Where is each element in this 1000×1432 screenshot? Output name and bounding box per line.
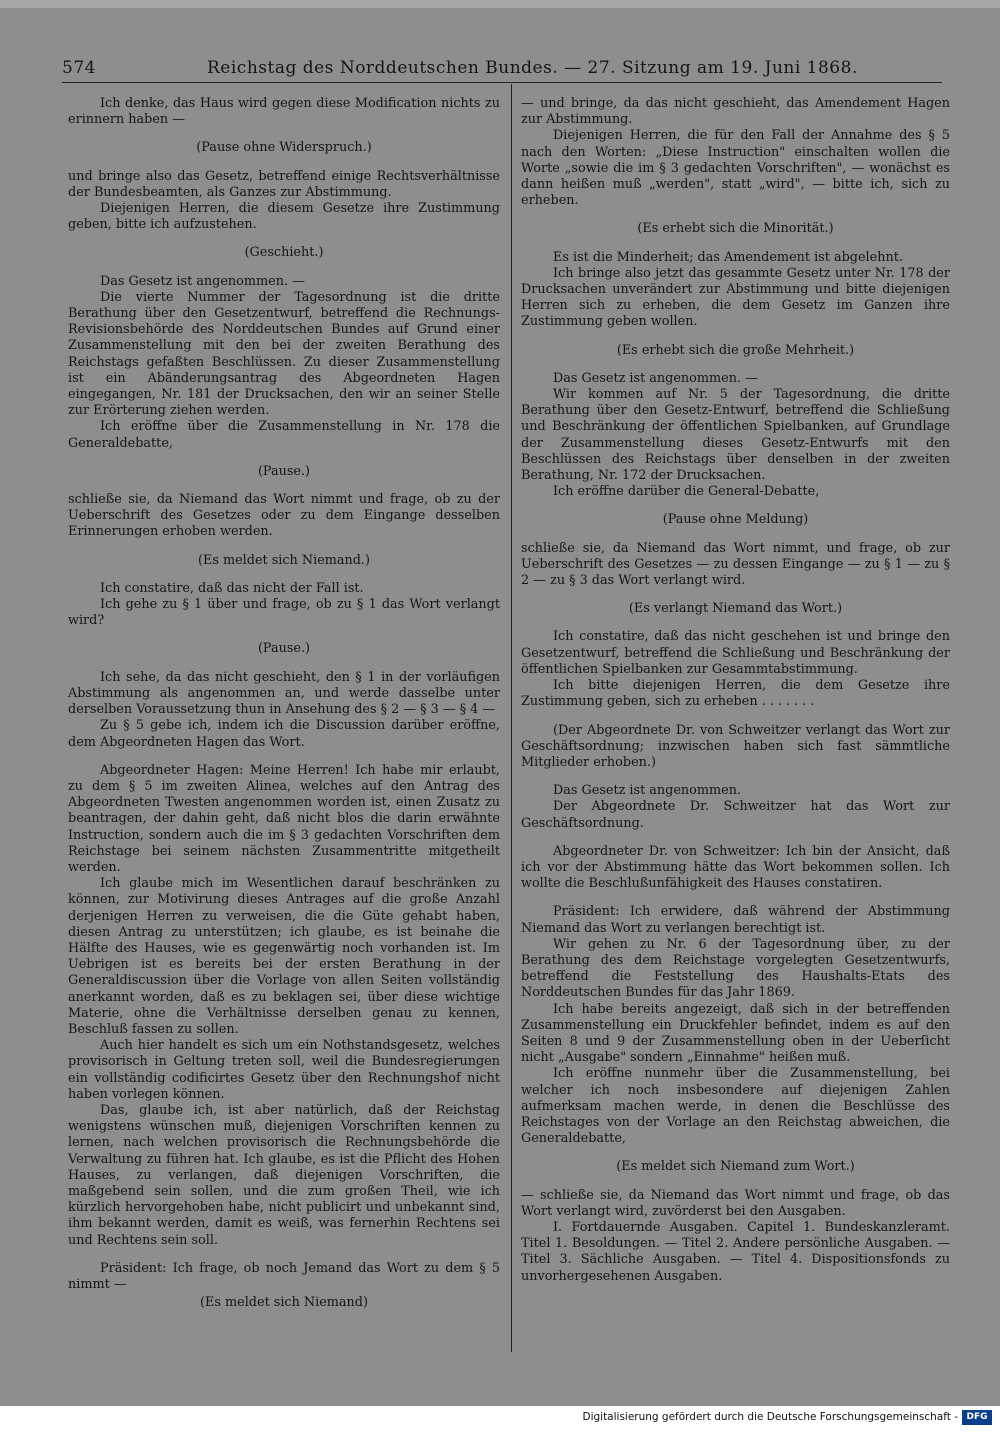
page-top-edge [0,0,1000,8]
paragraph: Ich habe bereits angezeigt, daß sich in der betreffenden Zusammenstellung ein Druckfehler befindet, indem es auf den Seiten 8 und 9 der Zusammenstellung oben in der Ueberſicht nicht „Ausgabe" sondern „Einnahme" heißen muß. [521,1001,950,1066]
paragraph: Ich eröffne darüber die General-Debatte, [553,484,820,500]
paragraph: Es ist die Minderheit; das Amendement ist abgelehnt. [553,249,903,265]
stage-direction: (Es verlangt Niemand das Wort.) [628,601,843,617]
stage-direction: (Es meldet sich Niemand) [200,1295,368,1311]
paragraph: Auch hier handelt es sich um ein Nothstandsgesetz, welches provisorisch in Geltung treten soll, weil die Bundesregierungen ein vollständig codificirtes Gesetz über den Rechnungshof nicht haben vorlegen können. [68,1038,500,1102]
paragraph: Ich glaube mich im Wesentlichen darauf beschränken zu können, zur Motivirung dieses Antrages auf die große Anzahl derjenigen Herren zu verweisen, die die Güte gehabt haben, diesen Antrag zu unterstützen; ich glaube, es ist beinahe die Hälfte des Hauses, wie es gegenwärtig noch vorhanden ist. Im Uebrigen ist es bereits bei der ersten Berathung in der Generaldiscussion über die Vorlage von allen Seiten vollständig anerkannt worden, daß es zu beklagen sei, über diese wichtige Materie, ohne die Verhältnisse derselben genau zu kennen, Beschluß fassen zu sollen. [68,876,500,1037]
page-number: 574 [62,58,96,78]
speech-hagen: Abgeordneter Hagen: Meine Herren! Ich habe mir erlaubt, zu dem § 5 im zweiten Alinea, welches auf den Antrag des Abgeordneten Twesten angenommen worden ist, einen Zusatz zu beantragen, der dahin geht, daß nicht blos die darin erwähnte Instruction, sondern auch die im § 3 gedachten Vorschriften dem Reichstage bei seinem nächsten Zusammentritte mitgetheilt werden. [68,762,500,875]
stage-direction: (Der Abgeordnete Dr. von Schweitzer verlangt das Wort zur Geschäftsordnung; inzwischen haben sich fast sämmtliche Mitglieder erhoben.) [521,722,950,770]
paragraph: I. Fortdauernde Ausgaben. Capitel 1. Bundeskanzleramt. Titel 1. Besoldungen. — Titel 2. Andere persönliche Ausgaben. — Titel 3. Sächliche Ausgaben. — Titel 4. Dispositionsfonds zu unvorhergesehenen Ausgaben. [521,1219,950,1284]
paragraph: Ich bitte diejenigen Herren, die dem Gesetze ihre Zustimmung geben, sich zu erheben . . . . . . . [521,678,950,710]
paragraph: Wir kommen auf Nr. 5 der Tagesordnung, die dritte Berathung über den Gesetz-Entwurf, betreffend die Schließung und Beschränkung der öffentlichen Spielbanken, auf Grundlage der Zusammenstellung dieses Gesetz-Entwurfs mit den Beschlüssen des Reichstags über denselben in der zweiten Berathung, Nr. 172 der Drucksachen. [521,387,950,484]
paragraph: Wir gehen zu Nr. 6 der Tagesordnung über, zu der Berathung des dem Reichstage vorgelegten Gesetzentwurfs, betreffend die Feststellung des Haushalts-Etats des Norddeutschen Bundes für das Jahr 1869. [521,936,950,1001]
column-divider [511,84,512,1352]
digitization-credit: Digitalisierung gefördert durch die Deutsche Forschungsgemeinschaft - [582,1411,958,1423]
paragraph: schließe sie, da Niemand das Wort nimmt und frage, ob zu der Ueberschrift des Gesetzes oder zu dem Eingange desselben Erinnerungen erhoben werden. [68,492,500,540]
paragraph: Ich eröffne nunmehr über die Zusammenstellung, bei welcher ich noch insbesondere auf diejenigen Zahlen aufmerksam machen werde, in denen die Beschlüsse des Reichstages von der Vorlage an den Reichstag abweichen, die Generaldebatte, [521,1066,950,1147]
paragraph: Zu § 5 gebe ich, indem ich die Discussion darüber eröffne, dem Abgeordneten Hagen das Wort. [68,718,500,750]
stage-direction: (Es erhebt sich die große Mehrheit.) [616,342,855,358]
running-title: Reichstag des Norddeutschen Bundes. — 27. Sitzung am 19. Juni 1868. [207,58,858,78]
stage-direction: (Pause.) [257,641,311,657]
paragraph: — schließe sie, da Niemand das Wort nimmt und frage, ob das Wort verlangt wird, zuvörderst bei den Ausgaben. [521,1187,950,1219]
paragraph: Ich bringe also jetzt das gesammte Gesetz unter Nr. 178 der Drucksachen unverändert zur Abstimmung und bitte diejenigen Herren sich zu erheben, die dem Gesetz im Ganzen ihre Zustimmung geben wollen. [521,265,950,330]
paragraph: Diejenigen Herren, die für den Fall der Annahme des § 5 nach den Worten: „Diese Instruction" einschalten wollen die Worte „sowie die im § 3 gedachten Vorschriften", — wonächst es dann heißen muß „werden", statt „wird", — bitte ich, sich zu erheben. [521,128,950,209]
stage-direction: (Pause.) [257,463,311,479]
left-column [68,96,500,1323]
stage-direction: (Pause ohne Meldung) [662,512,809,528]
paragraph: — und bringe, da das nicht geschieht, das Amendement Hagen zur Abstimmung. [521,96,950,128]
right-column [521,96,950,1285]
paragraph: Ich gehe zu § 1 über und frage, ob zu § 1 das Wort verlangt wird? [68,597,500,629]
paragraph: Ich constatire, daß das nicht geschehen ist und bringe den Gesetzentwurf, betreffend die Schließung und Beschränkung der öffentlichen Spielbanken zur Gesammtabstimmung. [521,629,950,677]
stage-direction: (Es meldet sich Niemand zum Wort.) [616,1159,855,1175]
paragraph: Das, glaube ich, ist aber natürlich, daß der Reichstag wenigstens wünschen muß, diejenigen Vorschriften kennen zu lernen, nach welchen provisorisch die Rechnungsbehörde die Verwaltung zu führen hat. Ich glaube, es ist die Pflicht des Hohen Hauses, zu verlangen, daß diejenigen Vorschriften, die maßgebend sein sollen, und die zum großen Theil, wie ich kürzlich hervorgehoben habe, nicht publicirt und unbekannt sind, ihm bekannt werden, damit es weiß, was fernerhin Rechtens sei und Rechtens sein soll. [68,1102,500,1248]
dfg-logo: DFG [962,1410,992,1425]
stage-direction: (Pause ohne Widerspruch.) [196,140,372,156]
paragraph: Ich constatire, daß das nicht der Fall ist. [100,580,364,596]
paragraph: Ich eröffne über die Zusammenstellung in Nr. 178 die Generaldebatte, [68,419,500,451]
paragraph: Der Abgeordnete Dr. Schweitzer hat das Wort zur Geschäftsordnung. [521,799,950,831]
stage-direction: (Es meldet sich Niemand.) [197,552,370,568]
paragraph: Die vierte Nummer der Tagesordnung ist die dritte Berathung über den Gesetzentwurf, betreffend die Rechnungs-Revisionsbehörde des Norddeutschen Bundes auf Grund einer Zusammenstellung mit den bei der zweiten Berathung des Reichstags gefaßten Beschlüssen. Zu dieser Zusammenstellung ist ein Abänderungsantrag des Abgeordneten Hagen eingegangen, Nr. 181 der Drucksachen, den wir an seiner Stelle zur Erörterung ziehen werden. [68,289,500,419]
paragraph: Das Gesetz ist angenommen. — [553,370,758,386]
stage-direction: (Es erhebt sich die Minorität.) [637,221,834,237]
stage-direction: (Geschieht.) [244,245,324,261]
page-header [62,56,942,83]
paragraph: Ich sehe, da das nicht geschieht, den § 1 in der vorläufigen Abstimmung als angenommen an, und werde dasselbe unter derselben Voraussetzung thun in Ansehung des § 2 — § 3 — § 4 — [68,669,500,718]
paragraph: schließe sie, da Niemand das Wort nimmt, und frage, ob zur Ueberschrift des Gesetzes — zu dessen Eingange — zu § 1 — zu § 2 — zu § 3 das Wort verlangt wird. [521,540,950,589]
paragraph: Diejenigen Herren, die diesem Gesetze ihre Zustimmung geben, bitte ich aufzustehen. [68,201,500,233]
speech-president: Präsident: Ich frage, ob noch Jemand das Wort zu dem § 5 nimmt — [68,1260,500,1292]
speech-schweitzer: Abgeordneter Dr. von Schweitzer: Ich bin der Ansicht, daß ich vor der Abstimmung hätte das Wort bekommen sollen. Ich wollte die Beschlußunfähigkeit des Hauses constatiren. [521,843,950,892]
speech-president: Präsident: Ich erwidere, daß während der Abstimmung Niemand das Wort zu verlangen berechtigt ist. [521,904,950,936]
paragraph: und bringe also das Gesetz, betreffend einige Rechtsverhältnisse der Bundesbeamten, als Ganzes zur Abstimmung. [68,168,500,200]
paragraph: Ich denke, das Haus wird gegen diese Modification nichts zu erinnern haben — [68,96,500,128]
paragraph: Das Gesetz ist angenommen. [553,783,742,799]
paragraph: Das Gesetz ist angenommen. — [100,273,305,289]
